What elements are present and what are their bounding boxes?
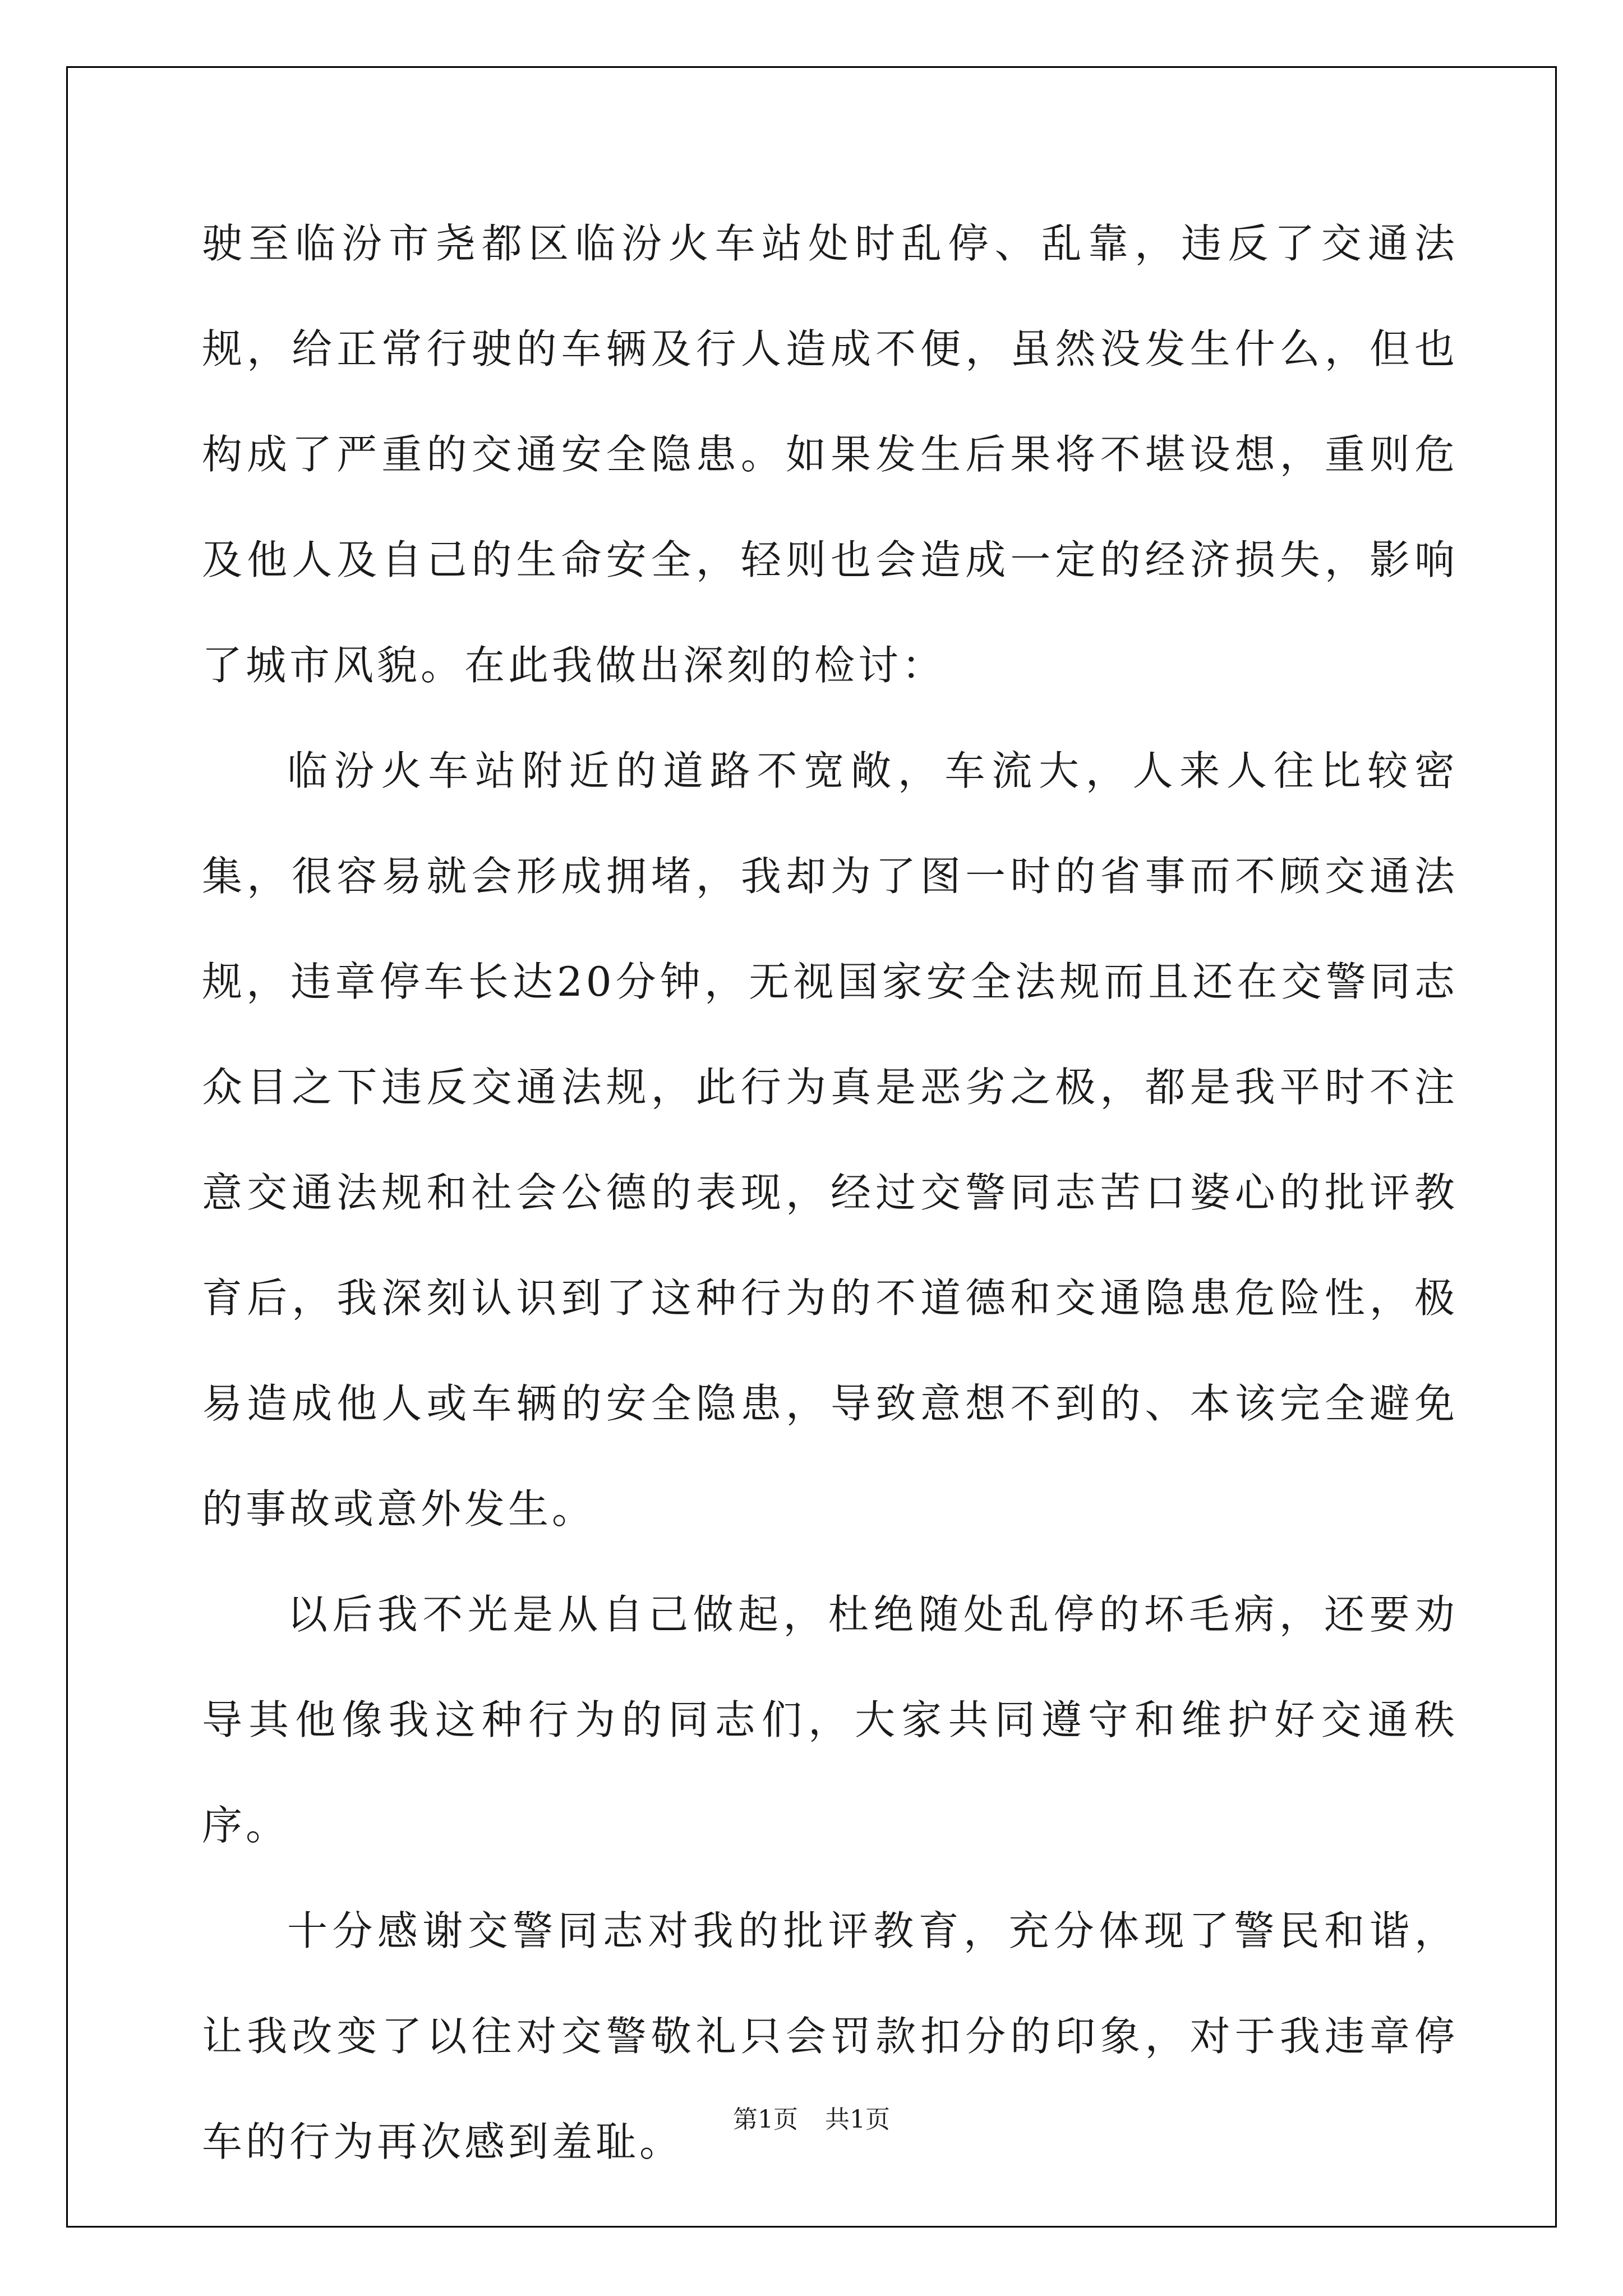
page-total: 共1页	[825, 2105, 890, 2134]
paragraph-4: 十分感谢交警同志对我的批评教育，充分体现了警民和谐，让我改变了以往对交警敬礼只会罚款扣分的印象，对于我违章停车的行为再次感到羞耻。	[202, 1907, 1458, 2165]
paragraph-1: 驶至临汾市尧都区临汾火车站处时乱停、乱靠，违反了交通法规，给正常行驶的车辆及行人造成不便，虽然没发生什么，但也构成了严重的交通安全隐患。如果发生后果将不堪设想，重则危及他人及自己的生命安全，轻则也会造成一定的经济损失，影响了城市风貌。在此我做出深刻的检讨：	[202, 220, 1458, 689]
paragraph-2: 临汾火车站附近的道路不宽敞，车流大，人来人往比较密集，很容易就会形成拥堵，我却为了图一时的省事而不顾交通法规，违章停车长达20分钟，无视国家安全法规而且还在交警同志众目之下违反交通法规，此行为真是恶劣之极，都是我平时不注意交通法规和社会公德的表现，经过交警同志苦口婆心的批评教育后，我深刻认识到了这种行为的不道德和交通隐患危险性，极易造成他人或车辆的安全隐患，导致意想不到的、本该完全避免的事故或意外发生。	[202, 747, 1458, 1533]
page-footer	[0, 2099, 1623, 2135]
page-number: 第1页	[733, 2105, 798, 2134]
document-body	[202, 191, 1458, 2194]
paragraph-3: 以后我不光是从自己做起，杜绝随处乱停的坏毛病，还要劝导其他像我这种行为的同志们，大家共同遵守和维护好交通秩序。	[202, 1591, 1458, 1849]
